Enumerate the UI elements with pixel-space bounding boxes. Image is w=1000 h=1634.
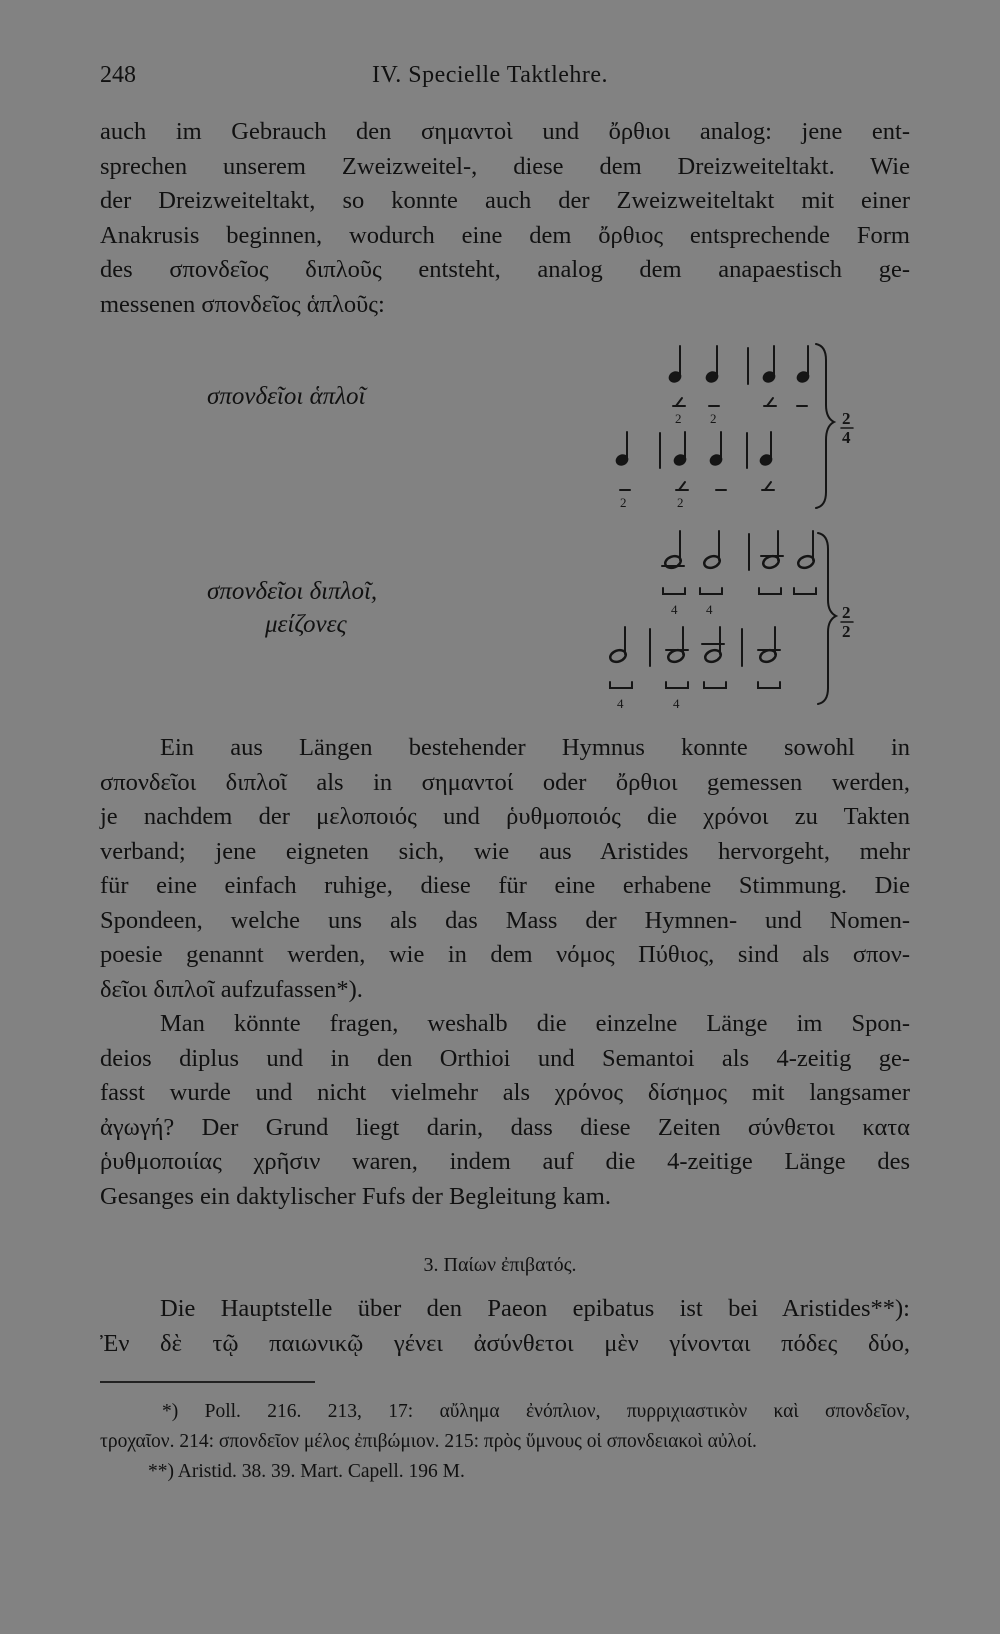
quarter-note (667, 346, 682, 384)
footnotes (100, 1397, 910, 1487)
half-note (758, 627, 780, 664)
text-line: für eine einfach ruhige, diese für eine erhabene Stimmung. Die (100, 872, 910, 899)
brace (818, 533, 836, 704)
four-time-signs (610, 682, 780, 688)
section-heading: 3. Παίων ἐπιβατός. (423, 1254, 577, 1276)
half-note (609, 627, 628, 664)
duration-number: 4 (673, 696, 680, 711)
footnote-line: *) Poll. 216. 213, 17: αὔλημα ἐνόπλιον, πυρριχιαστικὸν καὶ σπονδεῖον, (162, 1401, 910, 1422)
text-line: Gesanges ein daktylischer Fufs der Begleitung kam. (100, 1182, 611, 1210)
text-line: fasst wurde und nicht vielmehr als χρόνος δίσημος mit langsamer (100, 1079, 910, 1106)
duration-number: 2 (675, 411, 682, 426)
half-note (702, 627, 724, 664)
figure-label-double: σπονδεῖοι διπλοῖ, (207, 578, 378, 605)
footnote-line: **) Aristid. 38. 39. Mart. Capell. 196 M. (148, 1461, 465, 1482)
duration-number: 4 (671, 602, 678, 617)
duration-number: 4 (706, 602, 713, 617)
quarter-note (708, 432, 723, 467)
brace (816, 344, 834, 508)
metrical-signs (673, 398, 807, 406)
figure-label-greater: μείζονες (265, 611, 347, 638)
text-line: Man könnte fragen, weshalb die einzelne Länge im Spon- (160, 1010, 910, 1037)
text-line: Die Hauptstelle über den Paeon epibatus ist bei Aristides**): (160, 1295, 910, 1322)
page-number: 248 (100, 62, 136, 88)
half-note (761, 531, 783, 570)
text-line: auch im Gebrauch den σημαντοὶ und ὄρθιοι analog: jene ent- (100, 118, 910, 145)
text-line: poesie genannt werden, wie in dem νόμος Πύθιος, sind als σπον- (100, 941, 910, 968)
time-signature-numerator: 2 (842, 603, 851, 622)
quarter-note (704, 346, 719, 384)
text-line: ῥυθμοποιίας χρῆσιν waren, indem auf die 4-zeitige Länge des (100, 1148, 910, 1175)
text-line: Anakrusis beginnen, wodurch eine dem ὄρθιος entsprechende Form (100, 221, 910, 249)
running-title: IV. Specielle Taktlehre. (372, 62, 609, 88)
text-line: verband; jene eigneten sich, wie aus Aristides hervorgeht, mehr (100, 837, 910, 865)
quarter-note (614, 432, 629, 467)
text-line: σπονδεῖοι διπλοῖ als in σημαντοί oder ὄρθιοι gemessen werden, (100, 768, 910, 796)
text-line: sprechen unserem Zweizweitel-, diese dem Dreizweiteltakt. Wie (100, 152, 910, 180)
footnote-line: τροχαῖον. 214: σπονδεῖον μέλος ἐπιβώμιον. 215: πρὸς ὕμνους οἱ σπονδειακοὶ αὐλοί. (100, 1431, 757, 1452)
paragraph-4 (100, 1292, 910, 1361)
footnote-rule (100, 1381, 315, 1383)
four-time-signs (663, 588, 816, 594)
time-signature-numerator: 2 (842, 409, 851, 428)
text-line: je nachdem der μελοποιός und ῥυθμοποιός die χρόνοι zu Takten (100, 803, 910, 830)
text-line: ἀγωγή? Der Grund liegt darin, dass diese Zeiten σύνθετοι κατα (100, 1113, 910, 1141)
text-line: Ἐν δὲ τῷ παιωνικῷ γένει ἀσύνθετοι μὲν γίνονται πόδες δύο, (100, 1329, 910, 1357)
half-note (703, 531, 722, 570)
time-signature-denominator: 4 (842, 428, 851, 447)
duration-number: 2 (620, 495, 627, 510)
quarter-note (795, 346, 810, 384)
text-line: δεῖοι διπλοῖ aufzufassen*). (100, 975, 363, 1003)
half-note (662, 531, 684, 570)
paragraph-3 (100, 1007, 910, 1214)
text-line: der Dreizweiteltakt, so konnte auch der Zweizweiteltakt mit einer (100, 187, 910, 214)
figure-label-simple: σπονδεῖοι ἁπλοῖ (207, 383, 366, 410)
metrical-signs (620, 482, 774, 490)
duration-number: 2 (677, 495, 684, 510)
rhythm-notation-figure (0, 0, 1000, 720)
duration-number: 4 (617, 696, 624, 711)
text-line: Spondeen, welche uns als das Mass der Hymnen- und Nomen- (100, 906, 910, 934)
half-note (666, 627, 688, 664)
text-line: deios diplus und in den Orthioi und Semantoi als 4-zeitig ge- (100, 1044, 910, 1072)
half-note (797, 531, 816, 570)
text-line: Ein aus Längen bestehender Hymnus konnte sowohl in (160, 734, 910, 761)
paragraph-2 (100, 731, 910, 1007)
duration-number: 2 (710, 411, 717, 426)
quarter-note (672, 432, 687, 467)
quarter-note (761, 346, 776, 384)
text-line: messenen σπονδεῖος ἁπλοῦς: (100, 290, 385, 318)
time-signature-denominator: 2 (842, 622, 851, 641)
quarter-note (758, 432, 773, 467)
text-line: des σπονδεῖος διπλοῦς entsteht, analog dem anapaestisch ge- (100, 256, 910, 283)
